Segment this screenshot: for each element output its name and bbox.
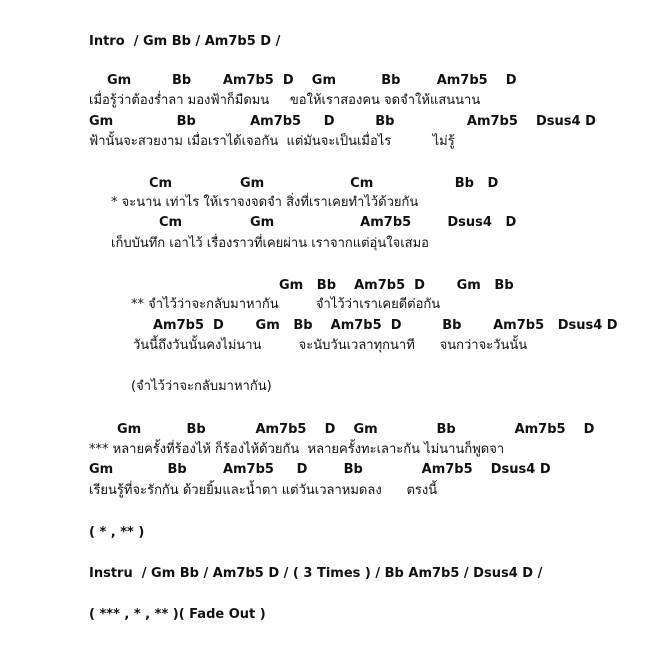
lyric-line: เก็บบันทึก เอาไว้ เรื่องราวที่เคยผ่าน เราจากแต่อุ่นใจเสมอ xyxy=(111,236,429,251)
lyric-line: * จะนาน เท่าไร ให้เราจงจดจำ สิ่งที่เราเคยทำไว้ด้วยกัน xyxy=(111,195,419,210)
chord-line: Gm Bb Am7b5 D Gm Bb xyxy=(279,278,514,293)
chord-line: Cm Gm Am7b5 Dsus4 D xyxy=(159,215,517,230)
chord-line: Gm Bb Am7b5 D Bb Am7b5 Dsus4 D xyxy=(89,114,596,129)
lyric-line: วันนี้ถึงวันนั้นคงไม่นาน จะนับวันเวลาทุกนาที จนกว่าจะวันนั้น xyxy=(133,338,528,353)
lyric-line: เรียนรู้ที่จะรักกัน ด้วยยิ้มและน้ำตา แต่วันเวลาหมดลง ตรงนี้ xyxy=(89,483,438,498)
section-line: ( * , ** ) xyxy=(89,525,145,540)
lyric-line: ** จำไว้ว่าจะกลับมาหากัน จำไว้ว่าเราเคยดีต่อกัน xyxy=(131,297,441,312)
chord-line: Gm Bb Am7b5 D Bb Am7b5 Dsus4 D xyxy=(89,462,551,477)
chord-line: Cm Gm Cm Bb D xyxy=(149,176,499,191)
section-line: Intro / Gm Bb / Am7b5 D / xyxy=(89,34,281,49)
section-line: Instru / Gm Bb / Am7b5 D / ( 3 Times ) / Bb Am7b5 / Dsus4 D / xyxy=(89,566,543,581)
lyric-line: เมื่อรู้ว่าต้องร่ำลา มองฟ้าก็มืดมน ขอให้เราสองคน จดจำให้แสนนาน xyxy=(89,93,481,108)
chord-line: Am7b5 D Gm Bb Am7b5 D Bb Am7b5 Dsus4 D xyxy=(153,318,618,333)
chord-line: Gm Bb Am7b5 D Gm Bb Am7b5 D xyxy=(107,73,517,88)
lyric-line: (จำไว้ว่าจะกลับมาหากัน) xyxy=(131,379,272,394)
lyric-line: *** หลายครั้งที่ร้องไห้ ก็ร้องไห้ด้วยกัน หลายครั้งทะเลาะกัน ไม่นานก็พูดจา xyxy=(89,442,505,457)
lyric-line: ฟ้านั้นจะสวยงาม เมื่อเราได้เจอกัน แต่มันจะเป็นเมื่อไร ไม่รู้ xyxy=(89,134,455,149)
section-line: ( *** , * , ** )( Fade Out ) xyxy=(89,607,266,622)
chord-line: Gm Bb Am7b5 D Gm Bb Am7b5 D xyxy=(117,422,595,437)
